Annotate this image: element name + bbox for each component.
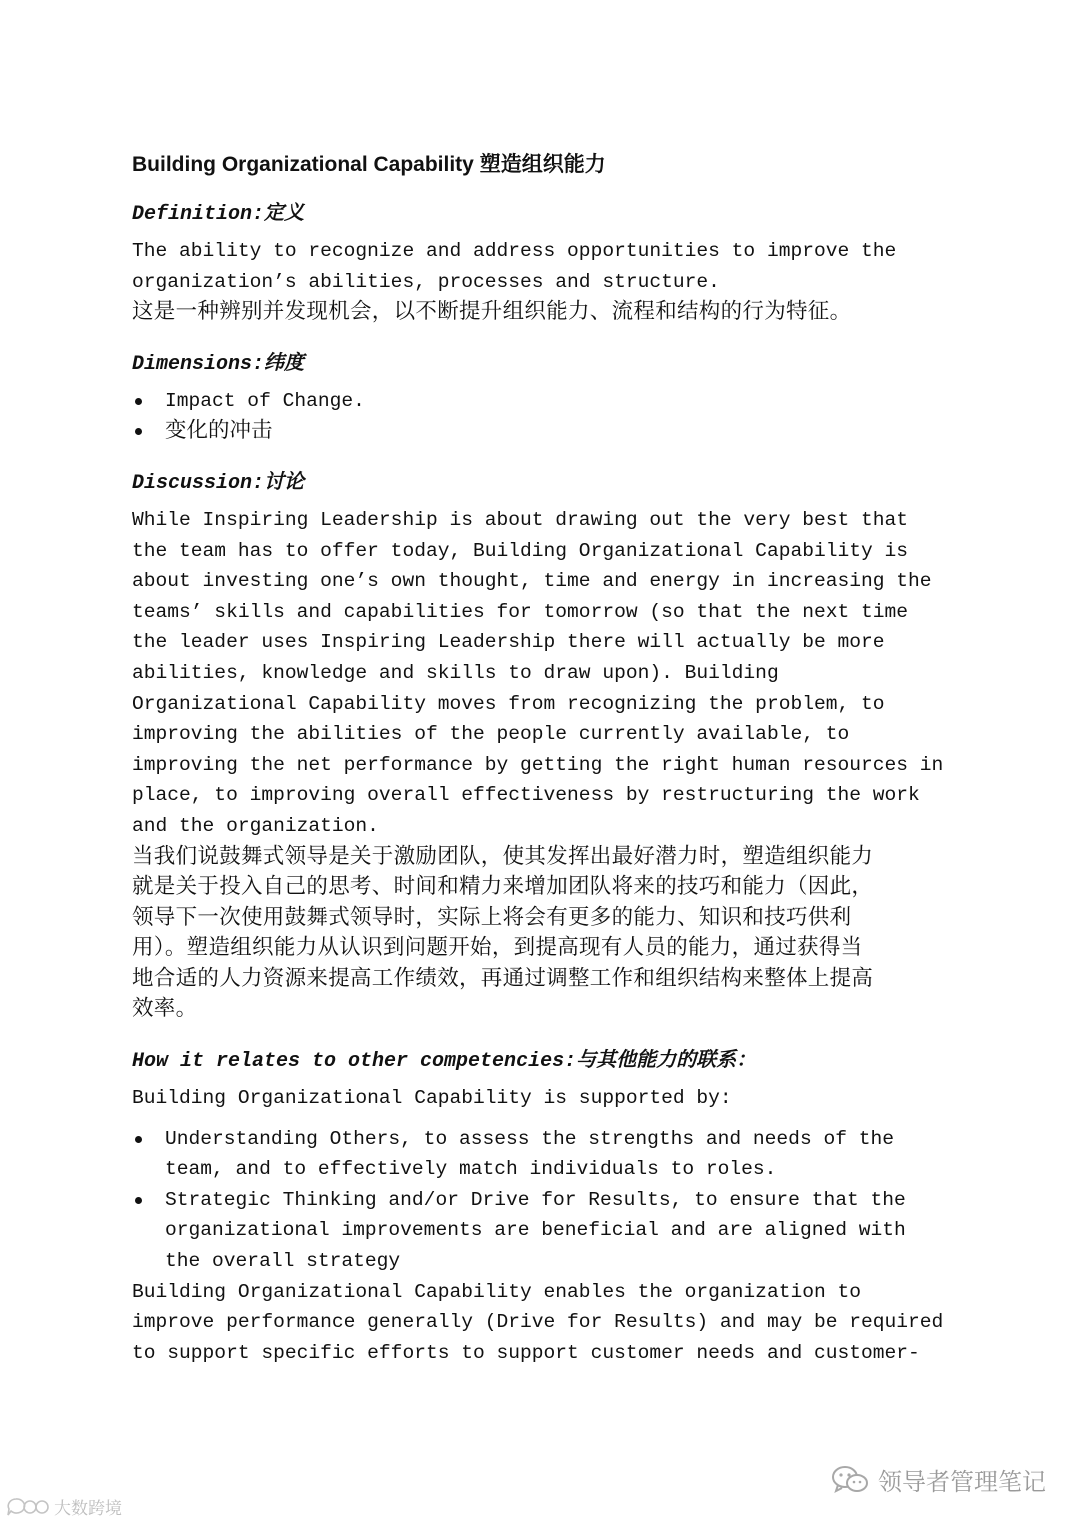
page-title: Building Organizational Capability 塑造组织能力: [132, 153, 606, 176]
discussion-line: Organizational Capability moves from recognizing the problem, to: [132, 692, 885, 715]
watermark-right-text: 领导者管理笔记: [878, 1468, 1046, 1496]
relations-intro: Building Organizational Capability is supported by:: [132, 1087, 732, 1110]
definition-line: The ability to recognize and address opportunities to improve the: [132, 240, 897, 262]
discussion-line: abilities, knowledge and skills to draw upon). Building: [132, 661, 779, 684]
discussion-line: teams’ skills and capabilities for tomorrow (so that the next time: [132, 600, 909, 623]
relations-closing: [132, 1277, 952, 1369]
closing-line: Building Organizational Capability enables the organization to: [132, 1280, 862, 1303]
discussion-line-cn: 用）。塑造组织能力从认识到问题开始，到提高现有人员的能力，通过获得当: [132, 935, 863, 961]
relations-heading: How it relates to other competencies:与其他能力的联系：: [132, 1050, 757, 1074]
closing-line: to support specific efforts to support customer needs and customer-: [132, 1341, 920, 1364]
discussion-text-en: [132, 505, 952, 842]
dimensions-list: [132, 386, 952, 447]
bullet-icon: [135, 1136, 142, 1143]
watermark-right: [830, 1462, 1046, 1497]
discussion-line-cn: 地合适的人力资源来提高工作绩效，再通过调整工作和组织结构来整体上提高: [132, 965, 874, 991]
definition-heading: Definition:定义: [132, 203, 305, 226]
discussion-line: improving the net performance by getting the right human resources in: [132, 753, 944, 776]
discussion-line-cn: 就是关于投入自己的思考、时间和精力来增加团队将来的技巧和能力（因此，: [132, 874, 874, 900]
discussion-line: about investing one’s own thought, time and energy in increasing the: [132, 570, 932, 593]
discussion-line-cn: 当我们说鼓舞式领导是关于激励团队，使其发挥出最好潜力时，塑造组织能力: [132, 843, 874, 869]
watermark-left: [6, 1494, 122, 1519]
discussion-line: improving the abilities of the people currently available, to: [132, 723, 850, 746]
discussion-line: the team has to offer today, Building Organizational Capability is: [132, 539, 909, 562]
chat-bubble-icon: [6, 1496, 50, 1518]
definition-line-cn: 这是一种辨别并发现机会，以不断提升组织能力、流程和结构的行为特征。: [132, 299, 852, 325]
list-item: 变化的冲击: [132, 416, 952, 447]
definition-text-en: [132, 236, 952, 297]
discussion-line-cn: 领导下一次使用鼓舞式领导时，实际上将会有更多的能力、知识和技巧供利: [132, 904, 852, 930]
wechat-icon: [830, 1464, 870, 1496]
definition-text-cn: [132, 297, 952, 328]
list-item: Impact of Change.: [132, 386, 952, 417]
dimensions-heading: Dimensions:纬度: [132, 352, 305, 376]
discussion-line: the leader uses Inspiring Leadership there will actually be more: [132, 631, 885, 654]
discussion-heading: Discussion:讨论: [132, 471, 305, 495]
bullet-icon: [135, 1197, 142, 1204]
definition-line: organization’s abilities, processes and structure.: [132, 270, 720, 293]
discussion-line: place, to improving overall effectiveness by restructuring the work: [132, 784, 920, 807]
relations-list: [132, 1124, 952, 1277]
document-page: [132, 150, 952, 1368]
list-item: Understanding Others, to assess the strengths and needs of the team, and to effectively match individuals to roles.: [132, 1124, 952, 1185]
discussion-line: While Inspiring Leadership is about drawing out the very best that: [132, 508, 909, 531]
discussion-text-cn: [132, 842, 952, 1026]
list-item: Strategic Thinking and/or Drive for Results, to ensure that the organizational improvements are beneficial and are aligned with the overall strategy: [132, 1185, 952, 1277]
watermark-left-text: 大数跨境: [54, 1499, 122, 1519]
bullet-icon: [135, 428, 142, 435]
closing-line: improve performance generally (Drive for Results) and may be required: [132, 1311, 944, 1334]
bullet-icon: [135, 398, 142, 405]
discussion-line: and the organization.: [132, 814, 379, 837]
discussion-line-cn: 效率。: [132, 996, 198, 1022]
